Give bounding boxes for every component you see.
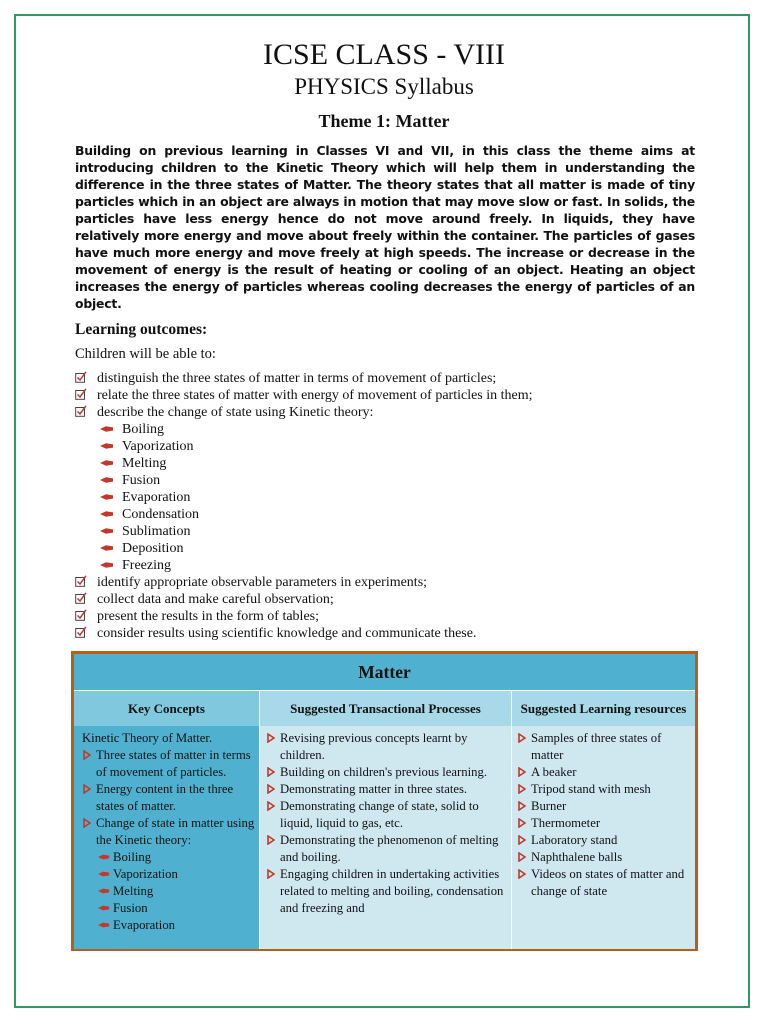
resource-item-text: Videos on states of matter and change of state xyxy=(531,867,685,898)
key-concept-subitem-text: Boiling xyxy=(113,850,152,864)
state-text: Evaporation xyxy=(122,490,191,505)
key-concept-item xyxy=(82,781,256,815)
pointing-hand-icon xyxy=(98,904,110,912)
key-concept-item-text: Change of state in matter using the Kinetic theory: xyxy=(96,816,255,847)
key-concept-item xyxy=(82,815,256,849)
outcome-text: relate the three states of matter with energy of movement of particles in them; xyxy=(97,388,533,403)
triangle-bullet-icon xyxy=(267,835,275,845)
matter-table xyxy=(71,651,698,951)
resource-item xyxy=(517,781,691,798)
checkbox-icon xyxy=(75,405,87,417)
pointing-hand-icon xyxy=(98,887,110,895)
triangle-bullet-icon xyxy=(83,784,91,794)
key-concept-subitem-text: Fusion xyxy=(113,901,148,915)
resources-list xyxy=(517,730,691,900)
key-concept-subitem xyxy=(82,866,256,883)
key-concept-subitem xyxy=(82,849,256,866)
state-item xyxy=(100,421,705,438)
state-item xyxy=(100,489,705,506)
header-learning-resources: Suggested Learning resources xyxy=(512,691,695,726)
state-text: Fusion xyxy=(122,473,161,488)
key-concepts-cell xyxy=(74,726,260,949)
state-item xyxy=(100,455,705,472)
resource-item-text: Samples of three states of matter xyxy=(531,731,662,762)
key-concept-subitem xyxy=(82,883,256,900)
resource-item-text: Tripod stand with mesh xyxy=(531,782,651,796)
theme-heading: Theme 1: Matter xyxy=(318,111,450,131)
triangle-bullet-icon xyxy=(518,835,526,845)
intro-paragraph: Building on previous learning in Classes VI and VII, in this class the theme aims at introducing children to the Kinetic Theory which will help them in understanding the difference in the three states of Matter. The theory states that all matter is made of tiny particles which in an object are always in motion that may move slow or fast. In solids, the particles have less energy hence do not move around freely. In liquids, they have relatively more energy and move about freely within the container. The particles of gases have much more energy and move freely at high speeds. The increase or decrease in the movement of energy is the result of heating or cooling of an object. Heating an object increases the energy of particles whereas cooling decreases the energy of particles of an object. xyxy=(75,143,695,311)
pointing-hand-icon xyxy=(100,527,114,535)
checkbox-icon xyxy=(75,592,87,604)
resource-item xyxy=(517,764,691,781)
checkbox-icon xyxy=(75,609,87,621)
table-header-row xyxy=(74,690,695,726)
resource-item-text: Thermometer xyxy=(531,816,601,830)
triangle-bullet-icon xyxy=(518,852,526,862)
triangle-bullet-icon xyxy=(518,733,526,743)
triangle-bullet-icon xyxy=(267,767,275,777)
key-concepts-sublist xyxy=(82,849,256,934)
outcome-item xyxy=(75,591,705,608)
key-concept-subitem xyxy=(82,900,256,917)
state-item xyxy=(100,540,705,557)
outcome-item xyxy=(75,625,705,642)
triangle-bullet-icon xyxy=(267,869,275,879)
resource-item xyxy=(517,832,691,849)
resource-item xyxy=(517,815,691,832)
pointing-hand-icon xyxy=(100,493,114,501)
resource-item-text: Naphthalene balls xyxy=(531,850,623,864)
outcome-item xyxy=(75,574,705,591)
pointing-hand-icon xyxy=(98,853,110,861)
resource-item xyxy=(517,798,691,815)
pointing-hand-icon xyxy=(100,476,114,484)
resource-item-text: A beaker xyxy=(531,765,577,779)
process-item xyxy=(266,764,507,781)
triangle-bullet-icon xyxy=(83,750,91,760)
triangle-bullet-icon xyxy=(267,784,275,794)
header-key-concepts: Key Concepts xyxy=(74,691,260,726)
state-item xyxy=(100,506,705,523)
triangle-bullet-icon xyxy=(83,818,91,828)
processes-cell xyxy=(260,726,512,949)
header-transactional-processes: Suggested Transactional Processes xyxy=(260,691,512,726)
key-concept-subitem-text: Evaporation xyxy=(113,918,176,932)
triangle-bullet-icon xyxy=(267,733,275,743)
outcome-item xyxy=(75,370,705,387)
resource-item xyxy=(517,849,691,866)
checkbox-icon xyxy=(75,575,87,587)
checkbox-icon xyxy=(75,626,87,638)
triangle-bullet-icon xyxy=(518,818,526,828)
triangle-bullet-icon xyxy=(518,767,526,777)
process-item xyxy=(266,730,507,764)
state-item xyxy=(100,523,705,540)
process-item xyxy=(266,866,507,917)
process-item-text: Demonstrating change of state, solid to liquid, liquid to gas, etc. xyxy=(280,799,479,830)
outcome-text: consider results using scientific knowledge and communicate these. xyxy=(97,626,477,641)
resource-item xyxy=(517,730,691,764)
resources-cell xyxy=(512,726,695,949)
state-item xyxy=(100,472,705,489)
triangle-bullet-icon xyxy=(518,784,526,794)
key-concept-subitem-text: Melting xyxy=(113,884,154,898)
pointing-hand-icon xyxy=(100,442,114,450)
state-text: Sublimation xyxy=(122,524,191,539)
checkbox-icon xyxy=(75,371,87,383)
states-list xyxy=(75,421,705,574)
key-concepts-list xyxy=(82,747,256,849)
key-concepts-intro: Kinetic Theory of Matter. xyxy=(82,731,213,745)
process-item xyxy=(266,798,507,832)
key-concept-subitem-text: Vaporization xyxy=(113,867,178,881)
triangle-bullet-icon xyxy=(518,801,526,811)
process-item-text: Demonstrating matter in three states. xyxy=(280,782,468,796)
resource-item-text: Burner xyxy=(531,799,567,813)
outcomes-list xyxy=(75,370,705,642)
outcomes-group-a xyxy=(75,370,705,421)
pointing-hand-icon xyxy=(100,459,114,467)
outcome-item xyxy=(75,387,705,404)
pointing-hand-icon xyxy=(100,561,114,569)
key-concept-item-text: Three states of matter in terms of movement of particles. xyxy=(96,748,251,779)
pointing-hand-icon xyxy=(100,510,114,518)
process-item-text: Engaging children in undertaking activities related to melting and boiling, condensation and freezing and xyxy=(280,867,504,915)
triangle-bullet-icon xyxy=(267,801,275,811)
outcome-text: distinguish the three states of matter in terms of movement of particles; xyxy=(97,371,497,386)
pointing-hand-icon xyxy=(98,870,110,878)
key-concept-item xyxy=(82,747,256,781)
outcome-text: identify appropriate observable parameters in experiments; xyxy=(97,575,428,590)
state-item xyxy=(100,438,705,455)
state-text: Boiling xyxy=(122,422,165,437)
process-item-text: Demonstrating the phenomenon of melting and boiling. xyxy=(280,833,499,864)
outcome-item xyxy=(75,608,705,625)
processes-list xyxy=(266,730,507,917)
state-text: Condensation xyxy=(122,507,199,522)
outcome-item xyxy=(75,404,705,421)
learning-outcomes-heading: Learning outcomes: xyxy=(75,321,208,338)
outcomes-group-b xyxy=(75,574,705,642)
state-text: Melting xyxy=(122,456,167,471)
resource-item-text: Laboratory stand xyxy=(531,833,618,847)
key-concept-subitem xyxy=(82,917,256,934)
key-concept-item-text: Energy content in the three states of matter. xyxy=(96,782,234,813)
state-text: Vaporization xyxy=(122,439,194,454)
process-item-text: Building on children's previous learning. xyxy=(280,765,488,779)
outcome-text: collect data and make careful observation; xyxy=(97,592,334,607)
triangle-bullet-icon xyxy=(518,869,526,879)
learning-outcomes-lead: Children will be able to: xyxy=(75,346,216,362)
pointing-hand-icon xyxy=(100,425,114,433)
table-title: Matter xyxy=(74,654,695,690)
page-title: ICSE CLASS - VIII xyxy=(263,38,505,71)
checkbox-icon xyxy=(75,388,87,400)
resource-item xyxy=(517,866,691,900)
pointing-hand-icon xyxy=(98,921,110,929)
page-subtitle: PHYSICS Syllabus xyxy=(294,74,474,99)
outcome-text: present the results in the form of tables; xyxy=(97,609,319,624)
process-item xyxy=(266,832,507,866)
pointing-hand-icon xyxy=(100,544,114,552)
state-item xyxy=(100,557,705,574)
state-text: Freezing xyxy=(122,558,171,573)
outcome-text: describe the change of state using Kinetic theory: xyxy=(97,405,374,420)
process-item xyxy=(266,781,507,798)
table-body-row xyxy=(74,726,695,949)
state-text: Deposition xyxy=(122,541,184,556)
process-item-text: Revising previous concepts learnt by children. xyxy=(280,731,468,762)
